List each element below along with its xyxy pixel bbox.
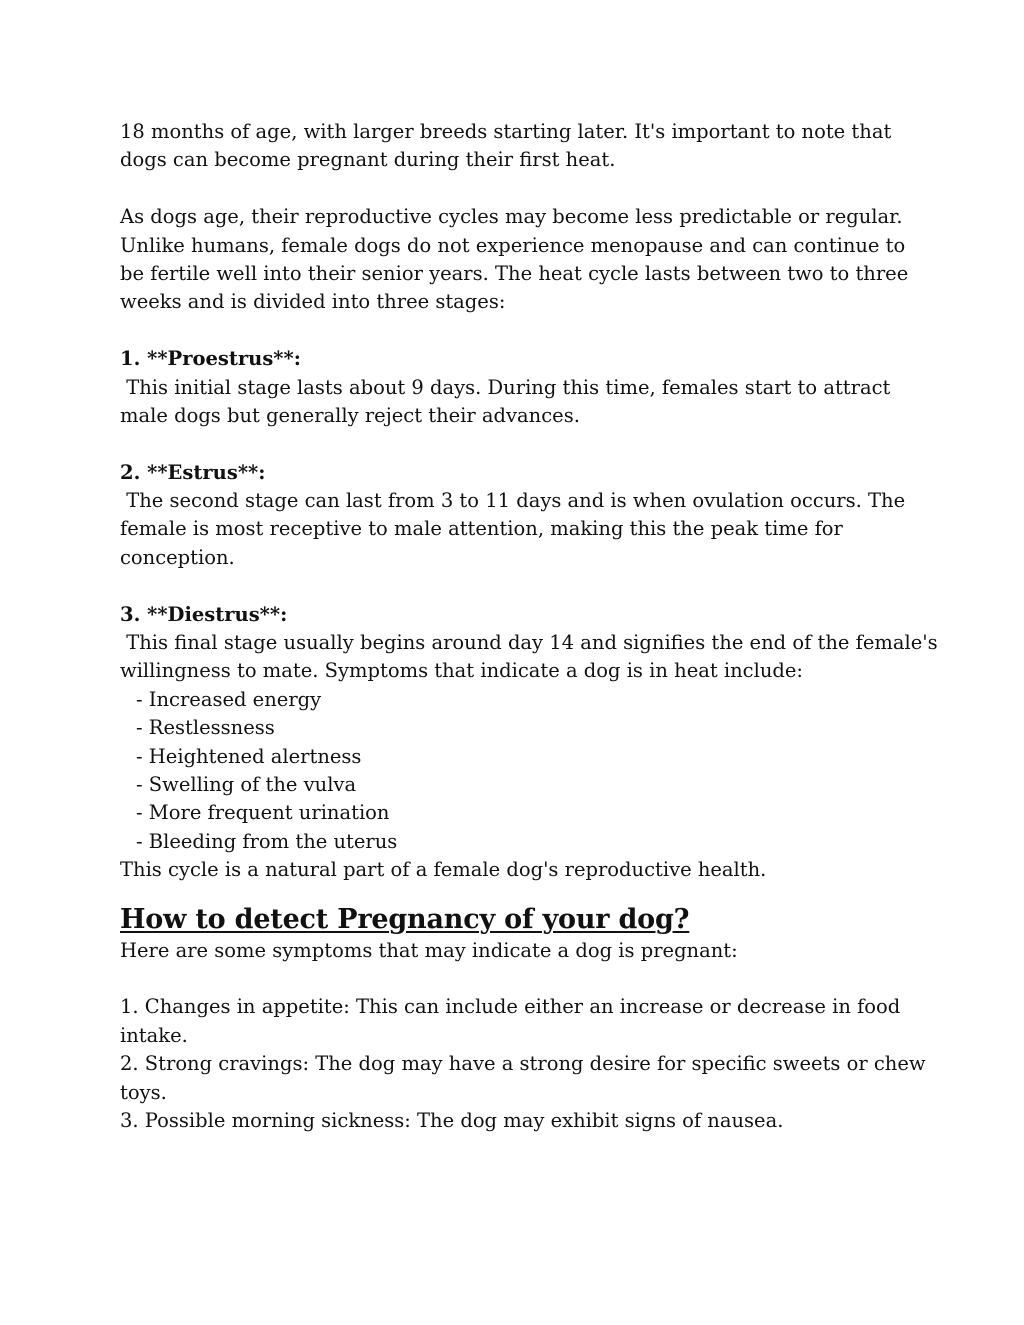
list-item: - More frequent urination [136, 801, 390, 825]
text-line: Unlike humans, female dogs do not experience menopause and can continue to [120, 233, 906, 257]
stage-title: 2. **Estrus**: [120, 460, 266, 484]
list-item: 2. Strong cravings: The dog may have a strong desire for specific sweets or chew [120, 1052, 926, 1076]
paragraph-gap [120, 175, 910, 203]
text-line: weeks and is divided into three stages: [120, 290, 506, 314]
list-item: - Restlessness [136, 716, 275, 740]
section-heading: How to detect Pregnancy of your dog? [120, 903, 690, 935]
stage-title: 1. **Proestrus**: [120, 347, 301, 371]
list-item: 1. Changes in appetite: This can include either an increase or decrease in food [120, 995, 901, 1019]
stage-estrus [120, 459, 910, 573]
paragraph-gap [120, 572, 910, 600]
paragraph-gap [120, 317, 910, 345]
list-item-continued: toys. [120, 1080, 167, 1104]
text-line: 18 months of age, with larger breeds starting later. It's important to note that [120, 120, 892, 143]
text-line: The second stage can last from 3 to 11 days and is when ovulation occurs. The [120, 489, 906, 513]
list-item: 3. Possible morning sickness: The dog may exhibit signs of nausea. [120, 1108, 784, 1132]
intro-paragraph [120, 118, 910, 175]
text-line: male dogs but generally reject their advances. [120, 403, 580, 427]
text-line: conception. [120, 545, 235, 569]
stage-title: 3. **Diestrus**: [120, 602, 288, 626]
list-item: - Bleeding from the uterus [136, 829, 398, 853]
text-line: This initial stage lasts about 9 days. During this time, females start to attract [120, 375, 891, 399]
list-item: - Heightened alertness [136, 744, 362, 768]
heat-symptoms-list [120, 686, 910, 856]
stage-diestrus [120, 601, 938, 686]
list-item-continued: intake. [120, 1023, 188, 1047]
cycle-note: This cycle is a natural part of a female dog's reproductive health. [120, 858, 767, 882]
list-item: - Increased energy [136, 687, 322, 711]
text-line: willingness to mate. Symptoms that indicate a dog is in heat include: [120, 659, 803, 683]
list-item: - Swelling of the vulva [136, 772, 357, 796]
paragraph-gap [120, 430, 910, 458]
stage-proestrus [120, 345, 910, 430]
pregnancy-intro: Here are some symptoms that may indicate a dog is pregnant: [120, 938, 738, 962]
text-line: be fertile well into their senior years. The heat cycle lasts between two to three [120, 261, 909, 285]
text-line: As dogs age, their reproductive cycles may become less predictable or regular. [120, 205, 903, 229]
document-page [120, 118, 938, 1135]
paragraph-gap [120, 965, 910, 993]
text-line: dogs can become pregnant during their first heat. [120, 148, 616, 172]
text-line: This final stage usually begins around day 14 and signifies the end of the female's [120, 631, 938, 655]
pregnancy-symptoms-list [120, 993, 926, 1135]
aging-paragraph [120, 203, 910, 317]
text-line: female is most receptive to male attention, making this the peak time for [120, 517, 843, 541]
